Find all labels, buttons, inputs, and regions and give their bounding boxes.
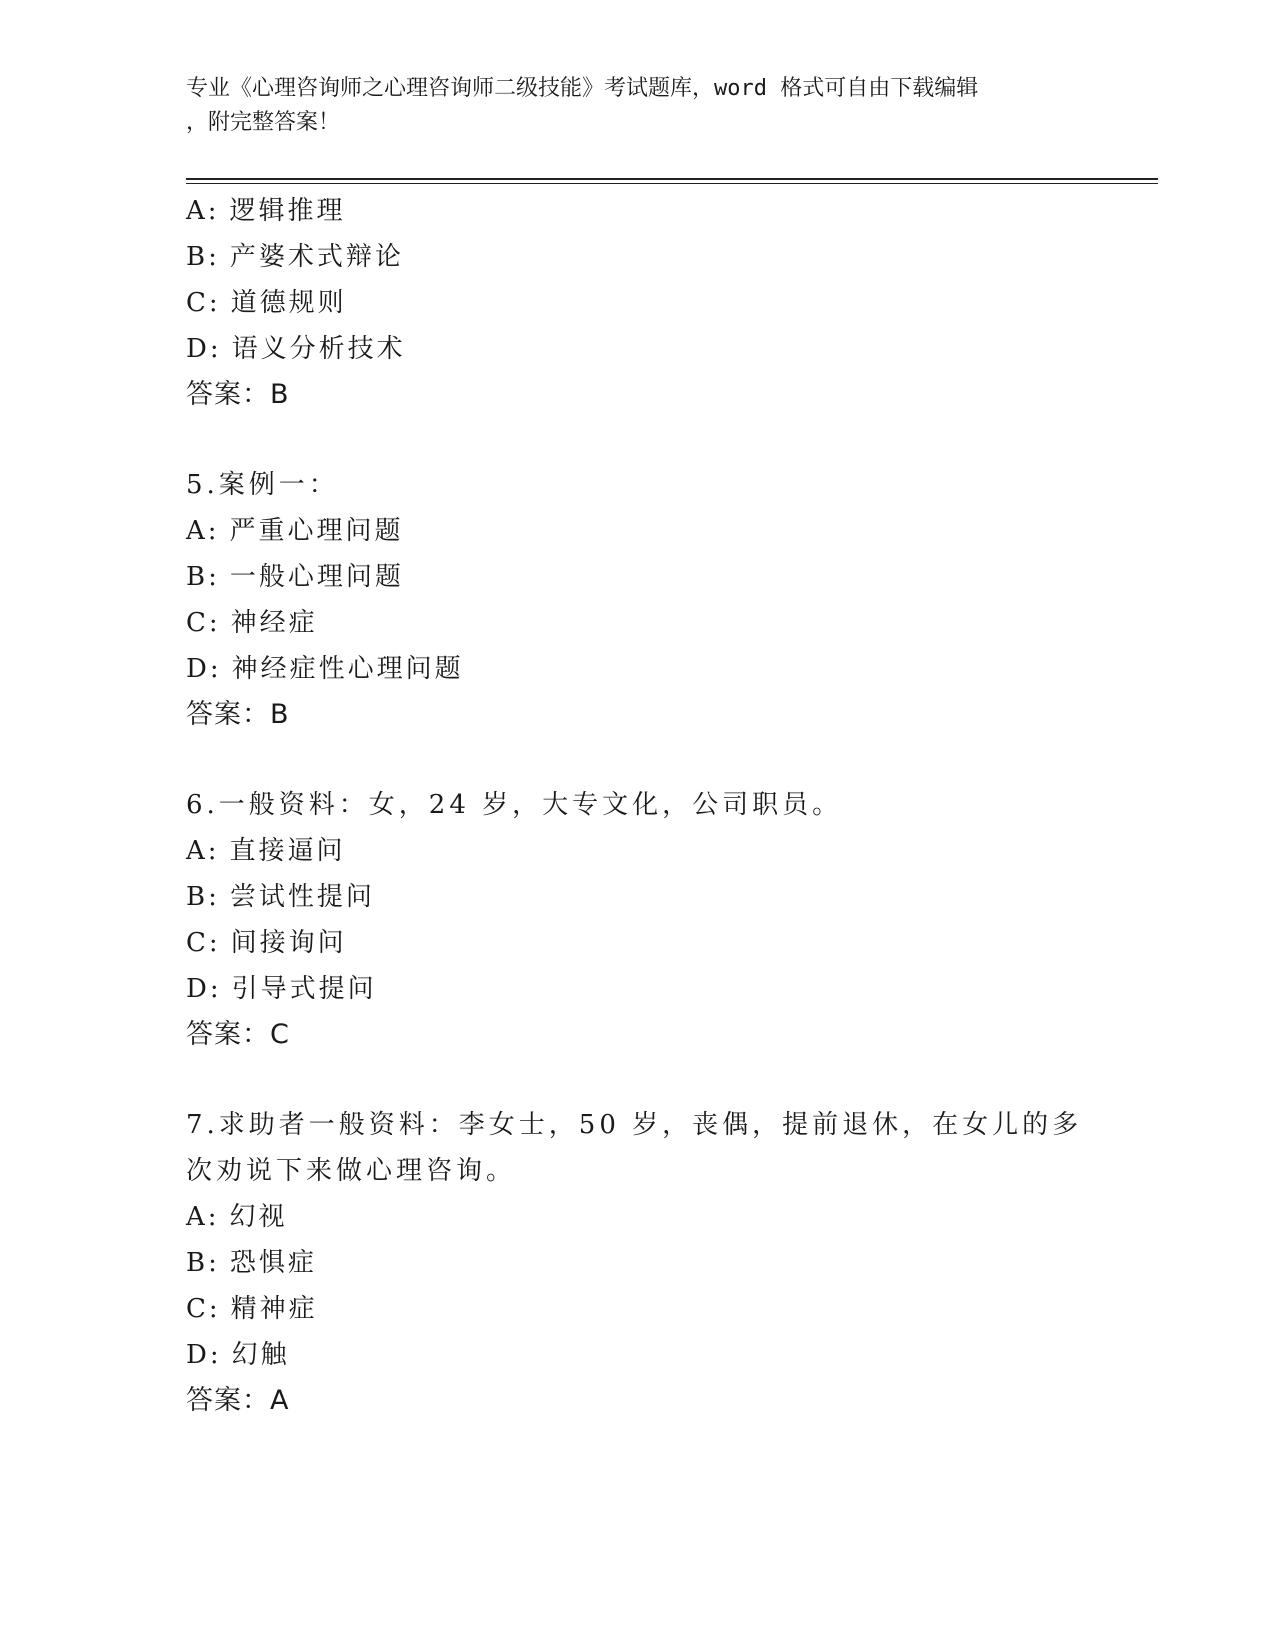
option-d: D: 幻触 bbox=[186, 1340, 290, 1370]
answer-line: 答案：A bbox=[186, 1385, 290, 1416]
option-a: A: 严重心理问题 bbox=[186, 516, 404, 546]
option-a: A: 幻视 bbox=[186, 1202, 288, 1232]
answer-line: 答案：B bbox=[186, 379, 290, 410]
answer-line: 答案：B bbox=[186, 699, 290, 730]
option-b: B: 尝试性提问 bbox=[186, 882, 375, 912]
header-rule-thin bbox=[186, 183, 1158, 184]
option-c: C: 精神症 bbox=[186, 1294, 318, 1324]
question-block bbox=[186, 782, 1086, 1058]
question-stem: 5.案例一： bbox=[186, 470, 339, 500]
option-d: D: 神经症性心理问题 bbox=[186, 654, 464, 684]
header-line-1: 专业《心理咨询师之心理咨询师二级技能》考试题库，word 格式可自由下载编辑 bbox=[186, 76, 979, 101]
question-block bbox=[186, 1102, 1086, 1424]
option-d: D: 语义分析技术 bbox=[186, 334, 406, 364]
option-b: B: 产婆术式辩论 bbox=[186, 242, 404, 272]
question-block bbox=[186, 188, 1086, 418]
option-a: A: 逻辑推理 bbox=[186, 196, 346, 226]
option-d: D: 引导式提问 bbox=[186, 974, 377, 1004]
option-c: C: 神经症 bbox=[186, 608, 318, 638]
document-header bbox=[186, 72, 1086, 140]
option-b: B: 一般心理问题 bbox=[186, 562, 404, 592]
question-stem: 6.一般资料：女，24 岁，大专文化，公司职员。 bbox=[186, 790, 843, 820]
option-a: A: 直接逼问 bbox=[186, 836, 346, 866]
header-line-2: ，附完整答案！ bbox=[186, 110, 341, 135]
answer-line: 答案：C bbox=[186, 1019, 290, 1050]
option-b: B: 恐惧症 bbox=[186, 1248, 317, 1278]
question-list bbox=[186, 188, 1086, 1424]
option-c: C: 间接询问 bbox=[186, 928, 347, 958]
option-c: C: 道德规则 bbox=[186, 288, 347, 318]
header-rule-thick bbox=[186, 178, 1158, 180]
question-stem: 7.求助者一般资料：李女士，50 岁，丧偶，提前退休，在女儿的多次劝说下来做心理咨询。 bbox=[186, 1110, 1083, 1186]
question-block bbox=[186, 462, 1086, 738]
